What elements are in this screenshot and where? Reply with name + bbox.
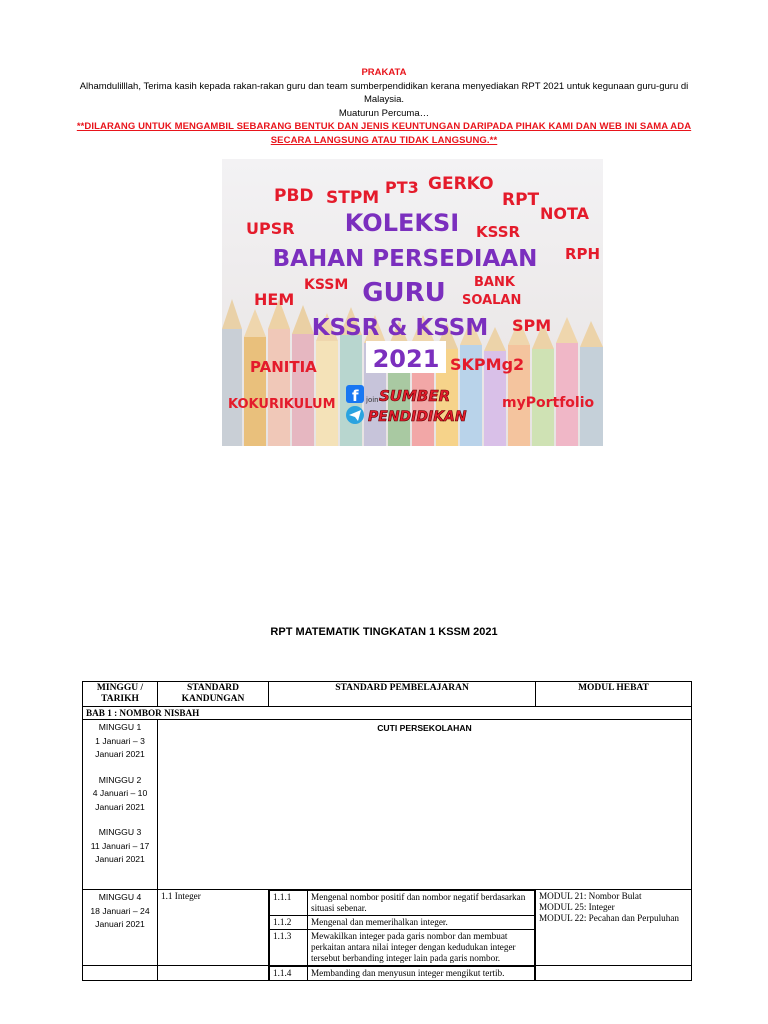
svg-text:f: f	[352, 387, 359, 405]
week-4-label: MINGGU 4	[98, 892, 142, 902]
tag-myportfolio: myPortfolio	[502, 395, 595, 411]
week-4-date: 18 Januari – 24 Januari 2021	[90, 905, 150, 929]
standard-kandungan-cell: 1.1 Integer	[158, 890, 269, 966]
list-item: 1.1.4 Membanding dan menyusun integer mengikut tertib.	[270, 967, 535, 981]
tag-upsr: UPSR	[246, 219, 295, 238]
table-row	[83, 966, 692, 981]
weeks-cell	[83, 720, 158, 890]
tag-skpmg2: SKPMg2	[450, 355, 525, 374]
document-title: RPT MATEMATIK TINGKATAN 1 KSSM 2021	[270, 626, 498, 638]
banner-heading-koleksi: KOLEKSI	[344, 209, 460, 237]
header-minggu: MINGGU / TARIKH	[83, 682, 158, 707]
modul-item: MODUL 21: Nombor Bulat	[539, 891, 642, 901]
list-item: 1.1.1 Mengenal nombor positif dan nombor negatif berdasarkan situasi sebenar.	[270, 891, 535, 916]
week-3-date: 11 Januari – 17 Januari 2021	[90, 840, 150, 864]
prakata-title: PRAKATA	[361, 67, 407, 78]
banner-heading-bahan: BAHAN PERSEDIAAN	[272, 246, 538, 272]
tag-nota: NOTA	[540, 204, 590, 223]
holiday-cell: CUTI PERSEKOLAHAN	[158, 720, 692, 890]
table-header-row	[83, 682, 692, 707]
chapter-row	[83, 707, 692, 720]
week-4-cell	[83, 890, 158, 966]
tag-rph: RPH	[565, 245, 601, 263]
prakata-section	[60, 66, 708, 147]
banner-heading-guru: GURU	[362, 278, 446, 308]
tag-panitia: PANITIA	[250, 358, 317, 376]
header-modul-hebat: MODUL HEBAT	[536, 682, 692, 707]
chapter-title: BAB 1 : NOMBOR NISBAH	[83, 707, 692, 720]
week-1-date: 1 Januari – 3 Januari 2021	[95, 735, 145, 759]
tag-stpm: STPM	[326, 188, 380, 208]
promo-banner-image	[222, 159, 603, 446]
table-row	[83, 890, 692, 966]
tag-kokurikulum: KOKURIKULUM	[228, 397, 336, 412]
tag-kssm: KSSM	[304, 277, 349, 293]
week-1-label: MINGGU 1	[98, 722, 142, 732]
banner-heading-kssr-kssm: KSSR & KSSM	[311, 315, 489, 341]
tag-pt3: PT3	[385, 178, 419, 197]
modul-item: MODUL 22: Pecahan dan Perpuluhan	[539, 913, 679, 923]
svg-text:join: join	[366, 396, 379, 404]
header-standard-kandungan: STANDARD KANDUNGAN	[158, 682, 269, 707]
week-2-date: 4 Januari – 10 Januari 2021	[92, 788, 148, 812]
tag-bank: BANK	[474, 275, 515, 290]
tag-soalan: SOALAN	[462, 293, 522, 308]
standard-pembelajaran-cell	[269, 890, 536, 966]
list-item: 1.1.2 Mengenal dan memerihalkan integer.	[270, 916, 535, 930]
prakata-warning: **DILARANG UNTUK MENGAMBIL SEBARANG BENTUK DAN JENIS KEUNTUNGAN DARIPADA PIHAK KAMI DAN WEB INI SAMA ADA SECARA LANGSUNG ATAU TIDAK LANGSUNG.**	[76, 121, 692, 146]
banner-year: 2021	[372, 345, 440, 373]
table-row	[83, 720, 692, 890]
tag-rpt: RPT	[502, 190, 540, 210]
tag-spm: SPM	[512, 316, 552, 335]
modul-hebat-cell	[536, 890, 692, 966]
week-2-label: MINGGU 2	[98, 774, 142, 785]
prakata-download: Muaturun Percuma…	[338, 107, 430, 119]
prakata-thanks: Alhamdulilllah, Terima kasih kepada rakan-rakan guru dan team sumberpendidikan kerana menyediakan RPT 2021 untuk kegunaan guru-guru di Malaysia.	[79, 80, 689, 105]
rpt-table	[82, 681, 692, 981]
header-standard-pembelajaran: STANDARD PEMBELAJARAN	[269, 682, 536, 707]
tag-gerko: GERKO	[428, 174, 494, 194]
brand-sumber: SUMBER	[379, 387, 451, 405]
tag-kssr: KSSR	[476, 223, 521, 241]
week-3-label: MINGGU 3	[98, 827, 142, 837]
tag-hem: HEM	[254, 290, 295, 309]
modul-item: MODUL 25: Integer	[539, 902, 615, 912]
list-item: 1.1.3 Mewakilkan integer pada garis nombor dan membuat perkaitan antara nilai integer dengan kedudukan integer tersebut berbanding integer lain pada garis nombor.	[270, 930, 535, 966]
tag-pbd: PBD	[274, 186, 314, 206]
brand-pendidikan: PENDIDIKAN	[368, 409, 467, 425]
